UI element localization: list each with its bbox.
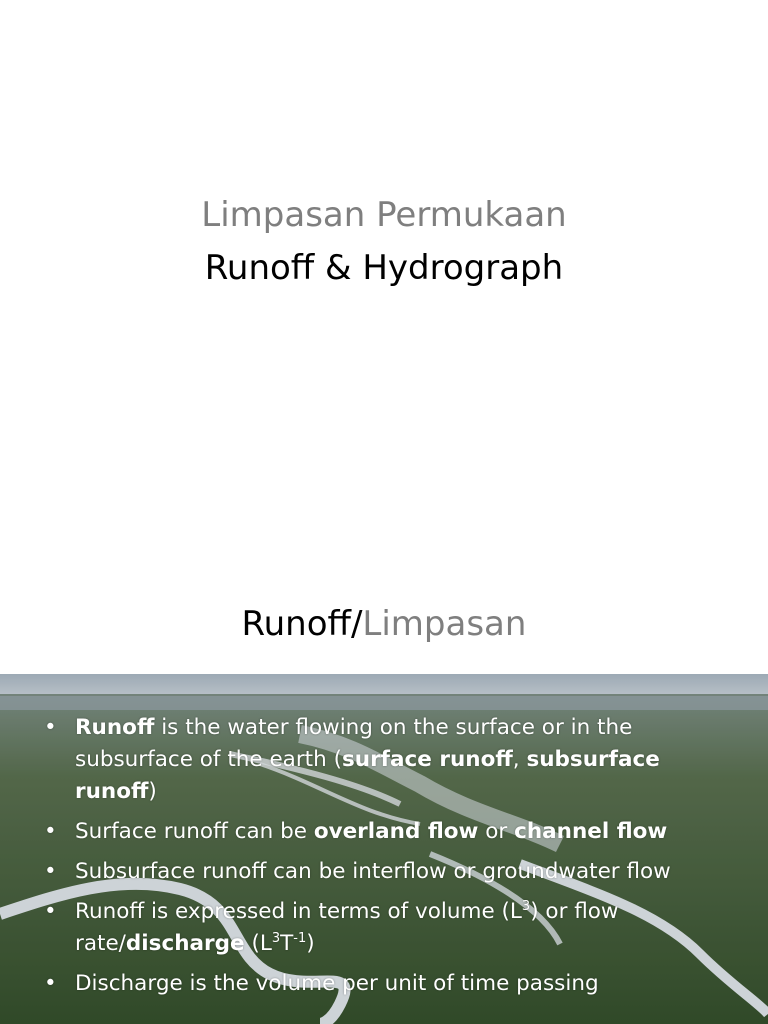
text: Runoff is expressed in terms of volume (L xyxy=(75,899,522,924)
bullet-glyph: • xyxy=(44,715,57,740)
bold-text: subsurface runoff xyxy=(75,747,660,804)
bullet-list xyxy=(44,712,744,1008)
text: ) xyxy=(148,779,157,804)
bullet-item xyxy=(44,712,744,808)
text: or xyxy=(478,819,515,844)
text: Surface runoff can be xyxy=(75,819,314,844)
superscript: 3 xyxy=(521,898,531,914)
title-main: Runoff/ xyxy=(241,604,363,644)
bold-text: overland flow xyxy=(313,819,479,844)
bullet-glyph: • xyxy=(44,819,57,844)
bullet-glyph: • xyxy=(44,971,57,996)
bold-text: channel flow xyxy=(514,819,668,844)
runoff-slide xyxy=(0,576,768,1024)
bullet-glyph: • xyxy=(44,899,57,924)
text: (L xyxy=(244,931,272,956)
bold-text: Runoff xyxy=(75,715,155,740)
text: ) or flow rate/ xyxy=(75,899,619,956)
title-grey: Limpasan xyxy=(362,604,527,644)
superscript: 3 xyxy=(271,930,281,946)
text: is the water flowing on the surface or in the subsurface of the earth ( xyxy=(75,715,633,772)
slide-title: Runoff & Hydrograph xyxy=(204,248,564,288)
slide2-header xyxy=(0,576,768,674)
bullet-glyph: • xyxy=(44,859,57,884)
slide-subtitle: Limpasan Permukaan xyxy=(201,195,567,235)
bullet-item xyxy=(44,896,744,960)
text: Discharge is the volume per unit of time passing xyxy=(75,971,599,996)
text: ) xyxy=(306,931,315,956)
text: T xyxy=(280,931,294,956)
slide2-title xyxy=(0,602,768,646)
bold-text: surface runoff xyxy=(341,747,513,772)
bullet-item xyxy=(44,968,744,1000)
bold-text: discharge xyxy=(125,931,245,956)
bullet-item xyxy=(44,856,744,888)
bullet-item xyxy=(44,816,744,848)
superscript: -1 xyxy=(293,930,307,946)
text: , xyxy=(512,747,527,772)
text: Subsurface runoff can be interflow or groundwater flow xyxy=(75,859,671,884)
